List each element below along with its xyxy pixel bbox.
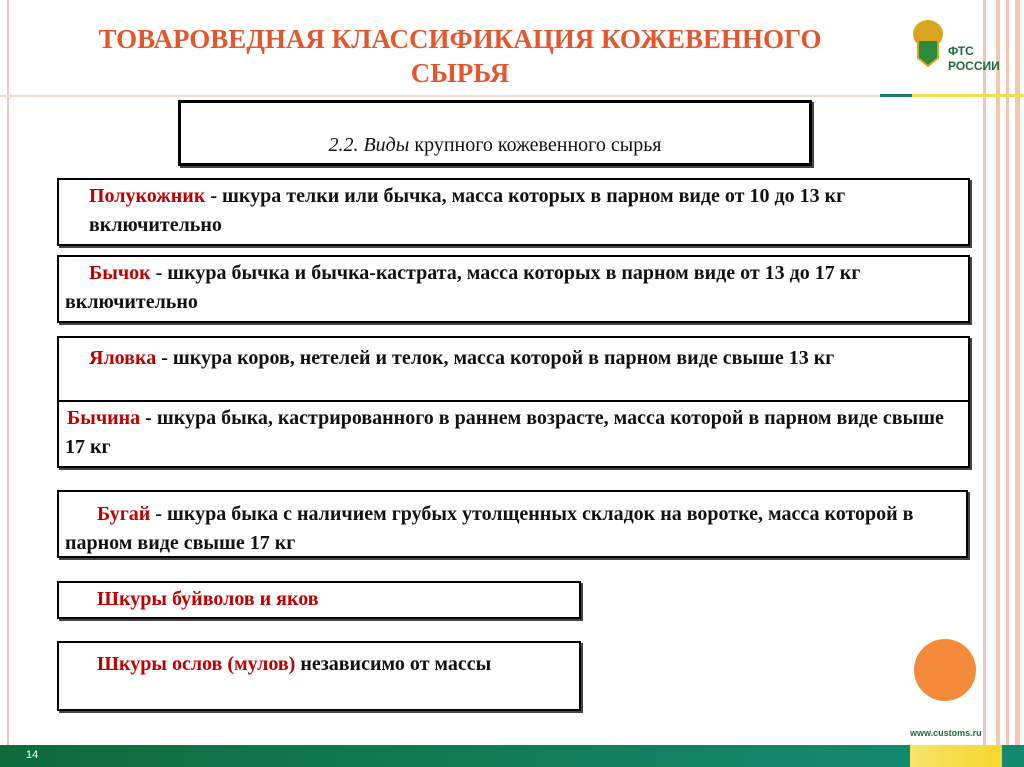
footer-bar <box>0 745 1024 767</box>
item-term: Шкуры буйволов и яков <box>97 588 319 610</box>
decor-line <box>996 0 1000 767</box>
page-number: 14 <box>26 749 39 761</box>
item-text: - шкура телки или бычка, масса которых в парном виде от 10 до 13 кг включительно <box>89 185 846 236</box>
decor-line <box>1015 0 1020 767</box>
divider <box>880 94 912 97</box>
item-text: - шкура коров, нетелей и телок, масса которой в парном виде свыше 13 кг <box>156 347 835 369</box>
decor-line <box>1006 0 1009 767</box>
divider <box>912 94 1024 97</box>
footer-url: www.customs.ru <box>910 728 982 738</box>
item-text: независимо от массы <box>295 653 492 675</box>
item-text: - шкура быка, кастрированного в раннем возрасте, масса которой в парном виде свыше 17 кг <box>65 407 944 458</box>
item-term: Бычина <box>67 407 141 429</box>
divider <box>0 95 910 97</box>
item-text: - шкура быка с наличием грубых утолщенных складок на воротке, масса которой в парном виде свыше 17 кг <box>65 503 914 554</box>
item-text: - шкура бычка и бычка-кастрата, масса которых в парном виде от 13 до 17 кг включительно <box>65 262 861 313</box>
decor-line <box>983 0 986 767</box>
section-heading: крупного кожевенного сырья <box>409 134 662 156</box>
decor-line <box>7 0 9 767</box>
item-term: Бычок <box>89 262 151 284</box>
decor-circle <box>914 639 976 701</box>
item-box <box>57 581 581 619</box>
item-box <box>57 255 970 323</box>
item-term: Бугай <box>97 503 151 525</box>
item-term: Яловка <box>89 347 157 369</box>
section-number: 2.2. Виды <box>328 134 410 156</box>
item-term: Шкуры ослов (мулов) <box>97 653 296 675</box>
slide-title: ТОВАРОВЕДНАЯ КЛАССИФИКАЦИЯ КОЖЕВЕННОГО СЫРЬЯ <box>98 24 822 88</box>
logo-text <box>948 44 1000 74</box>
item-box <box>57 490 968 558</box>
logo-line2: РОССИИ <box>948 59 1000 73</box>
logo-line1: ФТС <box>948 44 974 58</box>
item-box <box>57 641 581 711</box>
item-box <box>57 400 970 468</box>
item-box <box>57 178 970 246</box>
section-header <box>178 100 812 166</box>
emblem-icon <box>912 16 944 70</box>
item-box <box>57 336 970 402</box>
item-term: Полукожник <box>89 185 206 207</box>
footer-accent <box>910 745 1002 767</box>
